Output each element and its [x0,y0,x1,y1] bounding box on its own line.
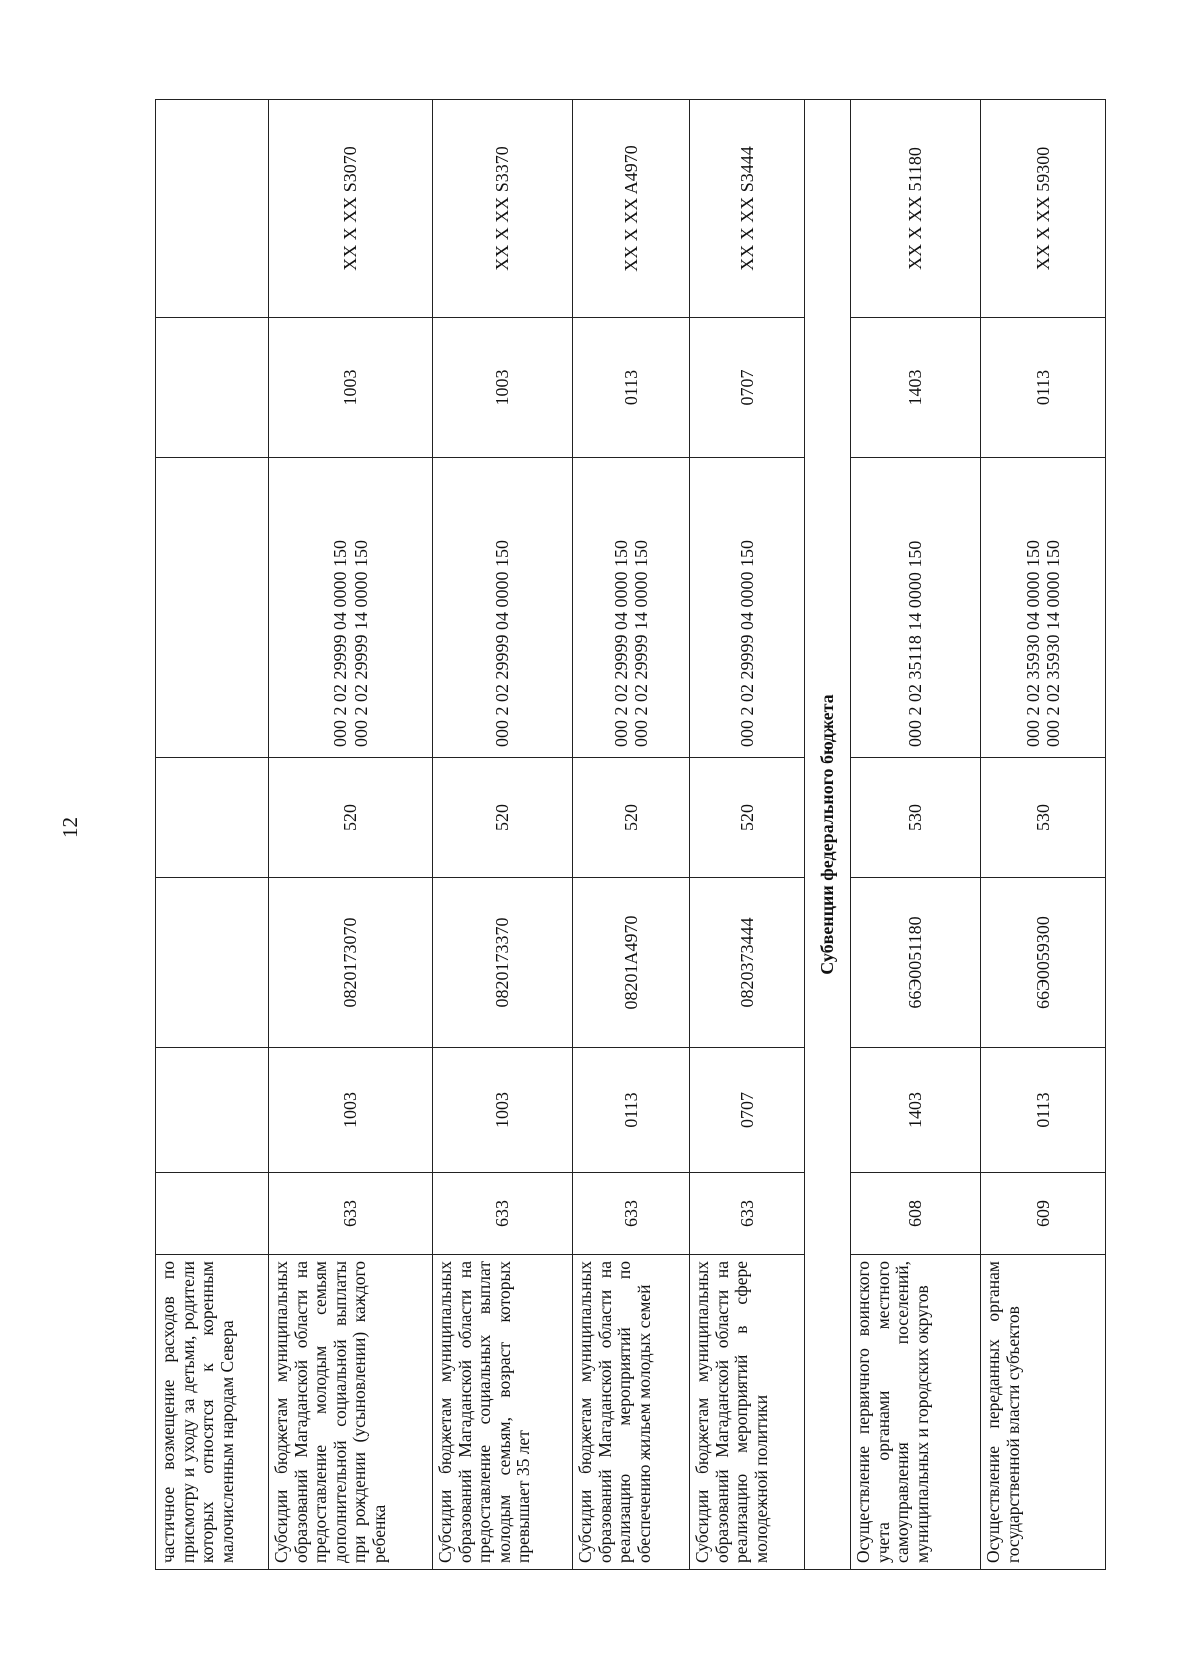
income-code-line: 000 2 02 35930 04 0000 150 [1022,540,1043,747]
row-description: Субсидии бюджетам муниципальных образований Магаданской области на реализацию мероприятий в сфере молодежной политики [690,1255,805,1570]
cell-local-code: XX X XX S3444 [690,100,805,318]
cell-section-code-2: 0113 [981,318,1106,458]
table-row [981,100,1106,1570]
cell-section-code-2: 0707 [690,318,805,458]
row-description: Субсидии бюджетам муниципальных образований Магаданской области на реализацию мероприятий по обеспечению жильем молодых семей [573,1255,690,1570]
table-row [690,100,805,1570]
income-code-line: 000 2 02 29999 14 0000 150 [631,540,651,747]
row-description: Осуществление первичного воинского учета органами местного самоуправления поселений, муниципальных и городских округов [851,1255,981,1570]
cell-section-code [156,1048,269,1173]
row-description: частичное возмещение расходов по присмотру и уходу за детьми, родители которых относятся к коренным малочисленным народам Севера [156,1255,269,1570]
table-row [156,100,269,1570]
table-wrapper [155,100,1105,1570]
section-row [805,100,851,1570]
cell-target-code: 0820173370 [433,878,573,1048]
income-code-line: 000 2 02 29999 14 0000 150 [350,540,371,747]
cell-local-code: XX X XX S3070 [269,100,433,318]
cell-section-code: 1003 [433,1048,573,1173]
cell-income-code [690,458,805,758]
table-row [573,100,690,1570]
cell-section-code: 1003 [269,1048,433,1173]
cell-admin-code: 608 [851,1173,981,1255]
cell-target-code: 08201A4970 [573,878,690,1048]
cell-expense-type: 520 [269,758,433,878]
cell-section-code-2: 1003 [269,318,433,458]
cell-income-code [433,458,573,758]
cell-admin-code: 609 [981,1173,1106,1255]
income-code-line: 000 2 02 29999 04 0000 150 [492,540,513,747]
cell-admin-code: 633 [690,1173,805,1255]
cell-local-code: XX X XX S3370 [433,100,573,318]
row-description: Субсидии бюджетам муниципальных образований Магаданской области на предоставление социальных выплат молодым семьям, возраст которых превышает 35 лет [433,1255,573,1570]
cell-section-code: 0113 [573,1048,690,1173]
cell-income-code [981,458,1106,758]
income-code-line: 000 2 02 35930 14 0000 150 [1043,540,1063,747]
cell-target-code: 66Э0059300 [981,878,1106,1048]
income-code-line: 000 2 02 29999 04 0000 150 [610,540,631,747]
cell-section-code: 0707 [690,1048,805,1173]
cell-income-code [156,458,269,758]
cell-section-code-2 [156,318,269,458]
table-row [433,100,573,1570]
cell-expense-type: 520 [690,758,805,878]
cell-local-code: XX X XX 59300 [981,100,1106,318]
cell-local-code: XX X XX A4970 [573,100,690,318]
row-description: Субсидии бюджетам муниципальных образований Магаданской области на предоставление молодым семьям дополнительной социальной выплаты при рождении (усыновлении) каждого ребенка [269,1255,433,1570]
cell-income-code [851,458,981,758]
cell-target-code: 0820373444 [690,878,805,1048]
income-code-line: 000 2 02 35118 14 0000 150 [905,540,926,747]
cell-income-code [573,458,690,758]
cell-income-code [269,458,433,758]
cell-expense-type: 530 [851,758,981,878]
cell-local-code [156,100,269,318]
cell-expense-type: 530 [981,758,1106,878]
table-row [851,100,981,1570]
section-title: Субвенции федерального бюджета [805,100,851,1570]
cell-expense-type: 520 [433,758,573,878]
cell-section-code-2: 1003 [433,318,573,458]
cell-target-code: 66Э0051180 [851,878,981,1048]
cell-admin-code: 633 [433,1173,573,1255]
cell-section-code-2: 1403 [851,318,981,458]
cell-admin-code: 633 [269,1173,433,1255]
cell-admin-code: 633 [573,1173,690,1255]
cell-section-code-2: 0113 [573,318,690,458]
row-description: Осуществление переданных органам государственной власти субъектов [981,1255,1106,1570]
cell-expense-type [156,758,269,878]
cell-admin-code [156,1173,269,1255]
cell-section-code: 1403 [851,1048,981,1173]
page-number: 12 [58,817,82,838]
cell-expense-type: 520 [573,758,690,878]
cell-target-code [156,878,269,1048]
cell-target-code: 0820173070 [269,878,433,1048]
cell-section-code: 0113 [981,1048,1106,1173]
income-code-line: 000 2 02 29999 04 0000 150 [736,540,757,747]
table-row [269,100,433,1570]
cell-local-code: XX X XX 51180 [851,100,981,318]
income-code-line: 000 2 02 29999 04 0000 150 [330,540,351,747]
budget-table [155,99,1106,1570]
